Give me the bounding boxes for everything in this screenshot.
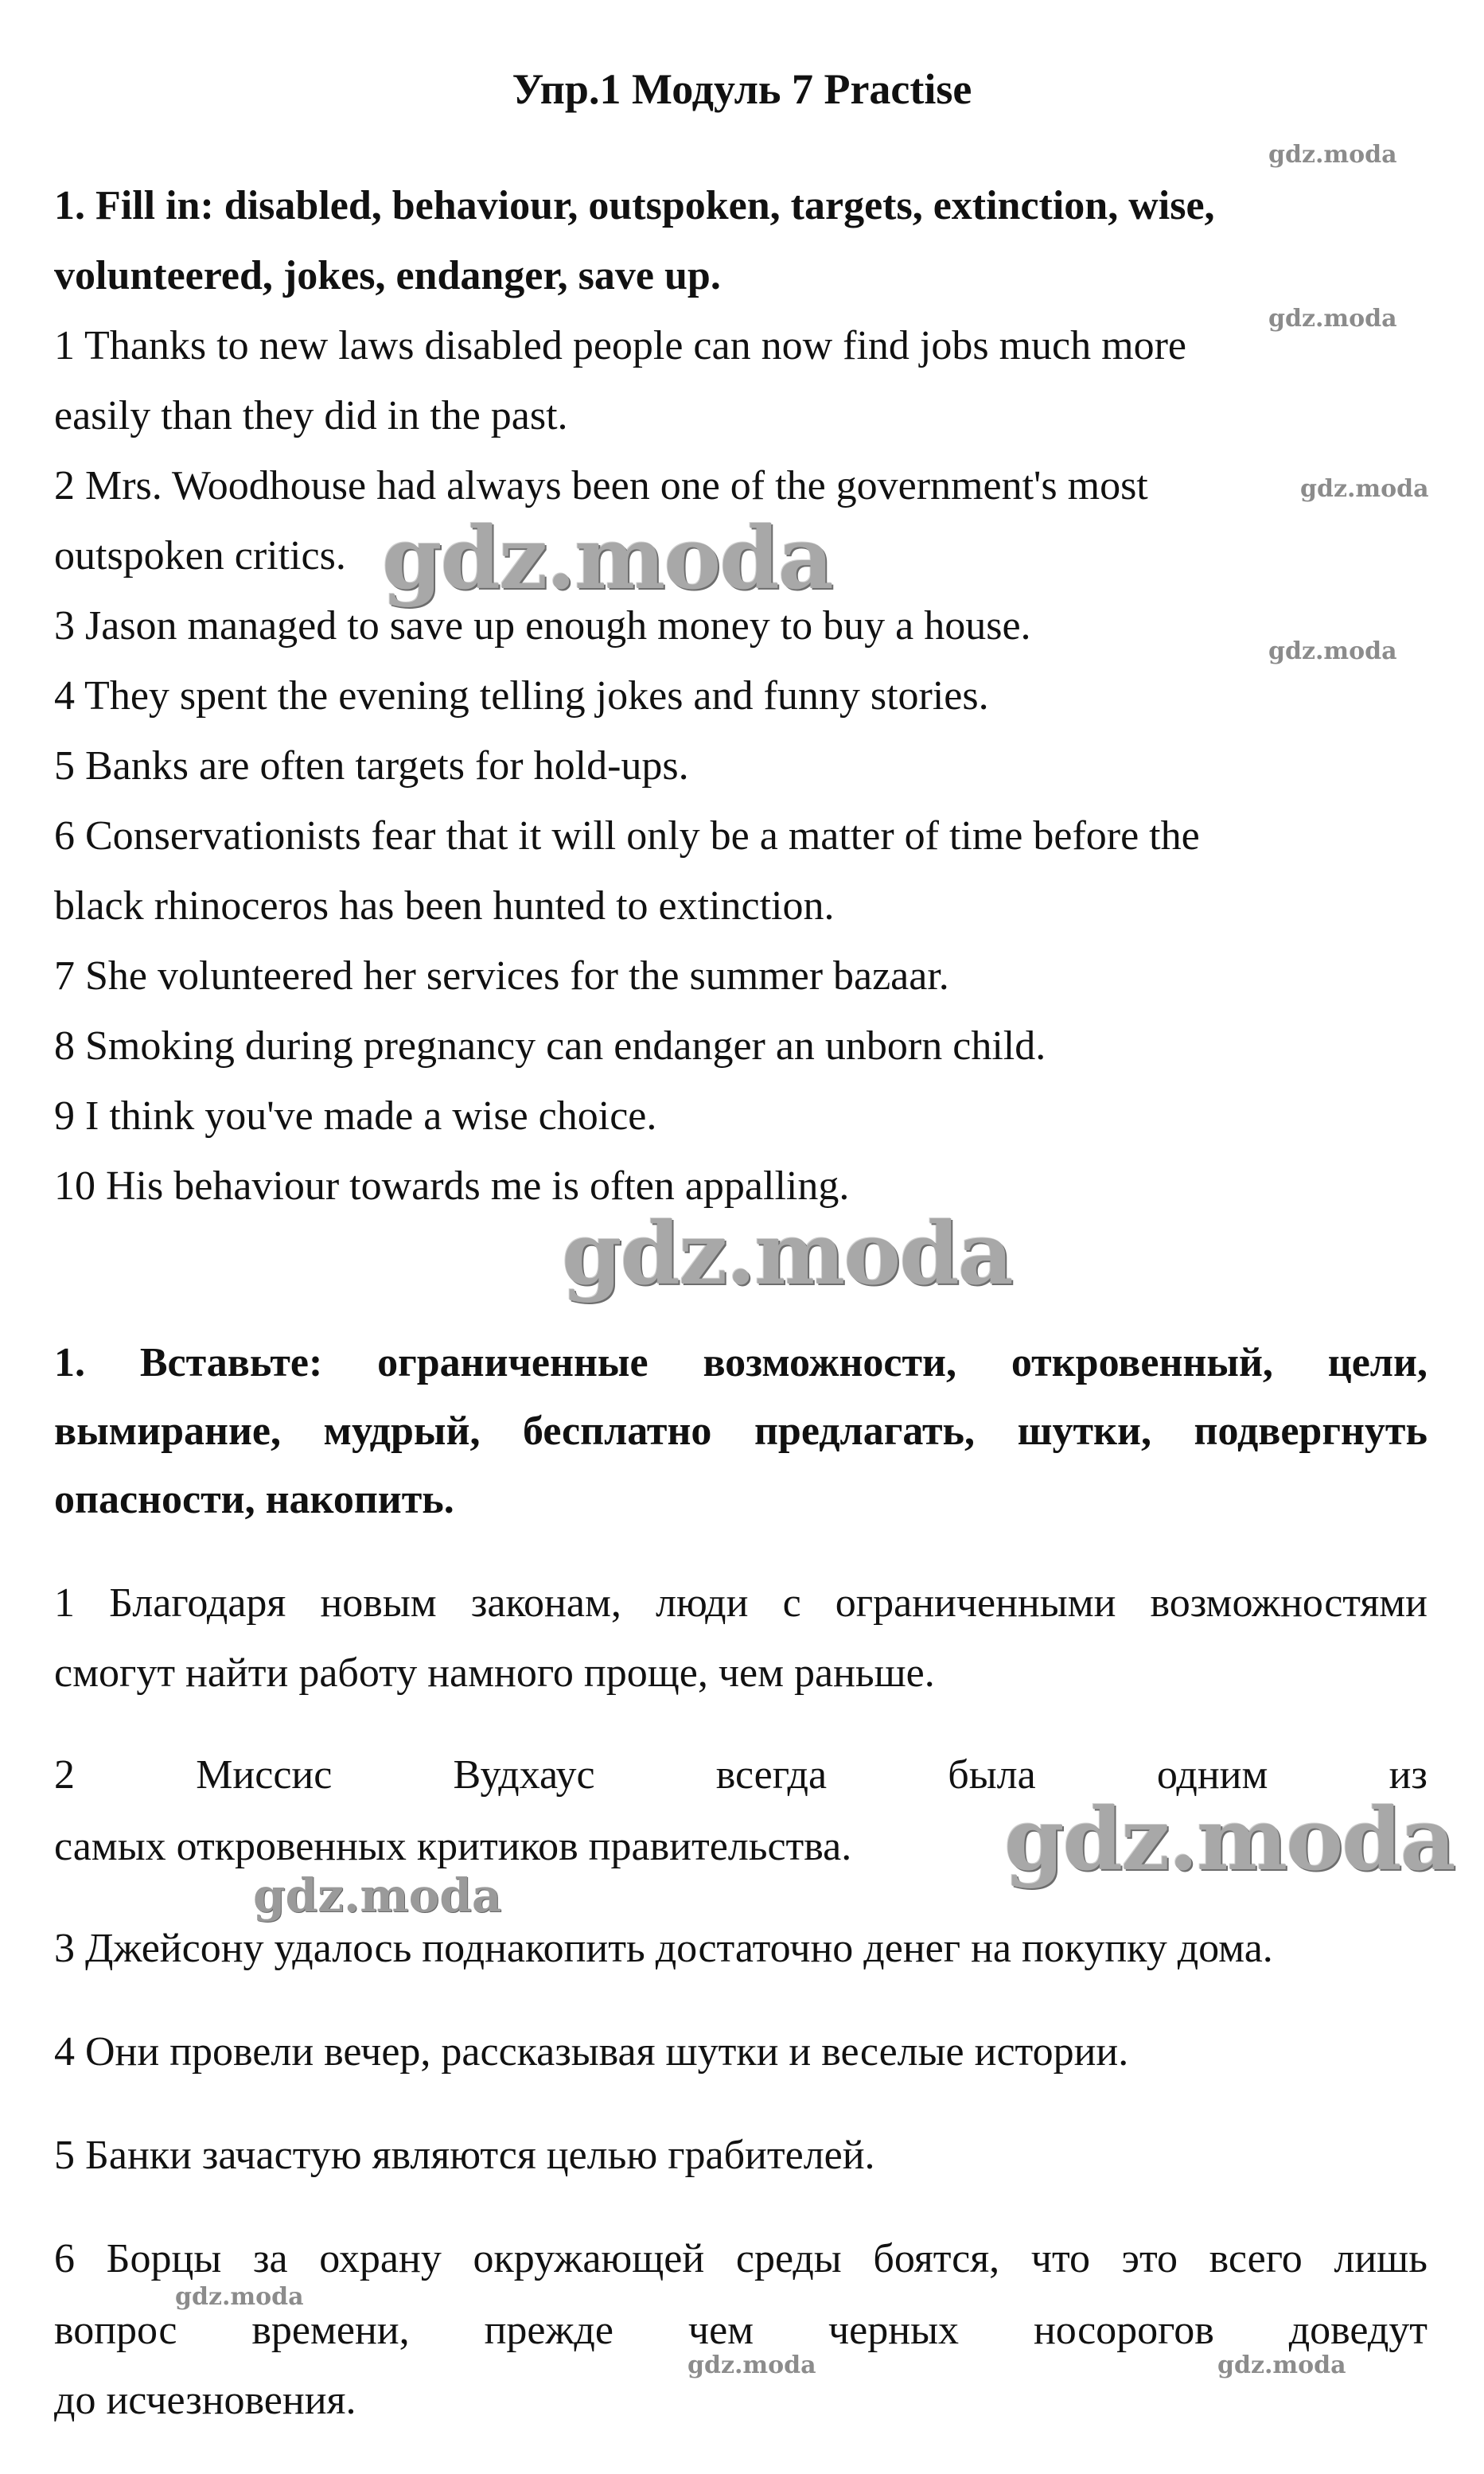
word: черных [828, 2308, 960, 2353]
word: шутки, [1017, 1408, 1151, 1454]
word: подвергнуть [1194, 1408, 1428, 1454]
word: всегда [715, 1752, 828, 1798]
word: времени, [251, 2308, 410, 2353]
watermark: gdz.moda [1268, 305, 1397, 333]
word: что [1030, 2236, 1090, 2281]
russian-item-4: 4 Они провели вечер, рассказывая шутки и веселые истории. [54, 2029, 1129, 2075]
english-line: 6 Conservationists fear that it will only be a matter of time before the [54, 813, 1200, 859]
word: ограниченными [835, 1580, 1116, 1626]
word: 6 [54, 2236, 75, 2281]
english-line: 5 Banks are often targets for hold-ups. [54, 743, 689, 789]
russian-task-line-2 [54, 1404, 1428, 1459]
watermark: gdz.moda [1300, 475, 1429, 503]
word: люди [656, 1580, 749, 1626]
word: всего [1209, 2236, 1303, 2281]
word: возможности, [703, 1340, 957, 1385]
word: откровенный, [1011, 1340, 1273, 1385]
word: из [1389, 1752, 1428, 1798]
english-line: 1 Thanks to new laws disabled people can now find jobs much more [54, 323, 1186, 368]
english-line: black rhinoceros has been hunted to extinction. [54, 883, 835, 929]
word: была [948, 1752, 1036, 1798]
russian-item-6-line-3: до исчезновения. [54, 2378, 356, 2423]
russian-item-3: 3 Джейсону удалось поднакопить достаточно денег на покупку дома. [54, 1926, 1273, 1971]
word: одним [1156, 1752, 1268, 1798]
russian-item-2-line-2: самых откровенных критиков правительства. [54, 1824, 852, 1869]
word: окружающей [473, 2236, 705, 2281]
watermark: gdz.moda [1004, 1790, 1455, 1890]
word: охрану [319, 2236, 442, 2281]
english-line: 10 His behaviour towards me is often appalling. [54, 1163, 850, 1209]
watermark: gdz.moda [1268, 637, 1397, 665]
russian-task-line-3: опасности, накопить. [54, 1477, 454, 1522]
english-line: 4 They spent the evening telling jokes and funny stories. [54, 673, 989, 719]
word: 1 [54, 1580, 75, 1626]
word: Миссис [196, 1752, 333, 1798]
word: бесплатно [523, 1408, 712, 1454]
word: новым [320, 1580, 437, 1626]
watermark: gdz.moda [175, 2283, 304, 2311]
english-line: 3 Jason managed to save up enough money to buy a house. [54, 603, 1031, 649]
word: Борцы [106, 2236, 222, 2281]
russian-task-line-1 [54, 1335, 1428, 1391]
word: прежде [484, 2308, 613, 2353]
word: за [252, 2236, 288, 2281]
word: это [1121, 2236, 1178, 2281]
watermark: gdz.moda [1217, 2351, 1346, 2379]
word: вымирание, [54, 1408, 281, 1454]
english-line: 2 Mrs. Woodhouse had always been one of the government's most [54, 463, 1148, 508]
page-title: Упр.1 Модуль 7 Practise [512, 65, 972, 113]
watermark: gdz.moda [1268, 141, 1397, 169]
russian-item-6-line-1 [54, 2231, 1428, 2287]
watermark: gdz.moda [253, 1868, 502, 1923]
watermark: gdz.moda [562, 1204, 1012, 1304]
word: лишь [1334, 2236, 1428, 2281]
watermark: gdz.moda [382, 508, 832, 609]
word: чем [687, 2308, 754, 2353]
word: 1. [54, 1340, 85, 1385]
english-line: 8 Smoking during pregnancy can endanger an unborn child. [54, 1023, 1046, 1069]
word: носорогов [1033, 2308, 1214, 2353]
word: боятся, [873, 2236, 1000, 2281]
word: мудрый, [323, 1408, 481, 1454]
word: законам, [470, 1580, 621, 1626]
english-task-line-1: 1. Fill in: disabled, behaviour, outspoken, targets, extinction, wise, [54, 183, 1215, 228]
word: с [782, 1580, 801, 1626]
english-task-line-2: volunteered, jokes, endanger, save up. [54, 253, 721, 298]
english-line: 9 I think you've made a wise choice. [54, 1093, 657, 1139]
russian-item-5: 5 Банки зачастую являются целью грабителей. [54, 2133, 875, 2178]
english-line: outspoken critics. [54, 533, 346, 579]
word: возможностями [1150, 1580, 1428, 1626]
russian-item-1-line-2: смогут найти работу намного проще, чем раньше. [54, 1650, 935, 1696]
word: доведут [1288, 2308, 1428, 2353]
word: Вудхаус [453, 1752, 595, 1798]
word: цели, [1327, 1340, 1428, 1385]
word: среды [735, 2236, 842, 2281]
word: ограниченные [377, 1340, 649, 1385]
word: предлагать, [754, 1408, 976, 1454]
word: Вставьте: [139, 1340, 323, 1385]
watermark: gdz.moda [687, 2351, 816, 2379]
russian-item-6-line-2 [54, 2303, 1428, 2359]
russian-item-1-line-1 [54, 1576, 1428, 1631]
english-line: 7 She volunteered her services for the summer bazaar. [54, 953, 949, 999]
word: 2 [54, 1752, 75, 1798]
word: вопрос [54, 2308, 177, 2353]
english-line: easily than they did in the past. [54, 393, 568, 438]
word: Благодаря [109, 1580, 286, 1626]
